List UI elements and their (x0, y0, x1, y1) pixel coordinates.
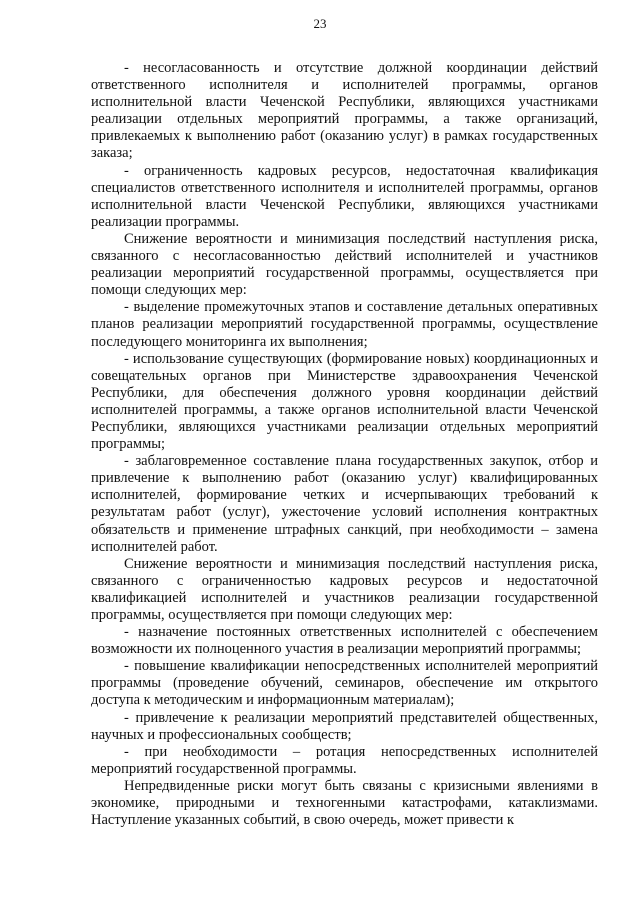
paragraph-8: - назначение постоянных ответственных исполнителей с обеспечением возможности их полноценного участия в реализации мероприятий программы; (91, 624, 598, 658)
paragraph-6: - заблаговременное составление плана государственных закупок, отбор и привлечение к выполнению работ (оказанию услуг) квалифицированных исполнителей, формирование четких и исчерпывающих требований к результатам работ (услуг), ужесточение условий исполнения контрактных обязательств и применение штрафных санкций, при необходимости – замена исполнителей работ. (91, 453, 598, 555)
paragraph-7: Снижение вероятности и минимизация последствий наступления риска, связанного с ограниченностью кадровых ресурсов и недостаточной квалификацией исполнителей и участников реализации государственной программы, осуществляется при помощи следующих мер: (91, 555, 598, 623)
page-number: 23 (313, 16, 327, 31)
paragraph-12: Непредвиденные риски могут быть связаны с кризисными явлениями в экономике, природными и техногенными катастрофами, катаклизмами. Наступление указанных событий, в свою очередь, может привести к (91, 777, 598, 829)
paragraph-10: - привлечение к реализации мероприятий представителей общественных, научных и профессиональных сообществ; (91, 709, 598, 743)
paragraph-9: - повышение квалификации непосредственных исполнителей мероприятий программы (проведение обучений, семинаров, обеспечение им открытого доступа к методическим и информационным материалам); (91, 658, 598, 709)
paragraph-4: - выделение промежуточных этапов и составление детальных оперативных планов реализации мероприятий государственной программы, осуществление последующего мониторинга их выполнения; (91, 299, 598, 350)
paragraph-1: - несогласованность и отсутствие должной координации действий ответственного исполнителя и исполнителей программы, органов исполнительной власти Чеченской Республики, являющихся участниками реализации отдельных мероприятий программы, а также организаций, привлекаемых к выполнению работ (оказанию услуг) в рамках государственных заказа; (91, 60, 598, 162)
paragraph-11: - при необходимости – ротация непосредственных исполнителей мероприятий государственной программы. (91, 743, 598, 777)
paragraph-3: Снижение вероятности и минимизация последствий наступления риска, связанного с несогласованностью действий исполнителей и участников реализации мероприятий государственной программы, осуществляется при помощи следующих мер: (91, 230, 598, 299)
document-body (91, 60, 598, 829)
paragraph-2: - ограниченность кадровых ресурсов, недостаточная квалификация специалистов ответственного исполнителя и исполнителей программы, органов исполнительной власти Чеченской Республики, являющихся участниками реализации программы. (91, 162, 598, 230)
paragraph-5: - использование существующих (формирование новых) координационных и совещательных органов при Министерстве здравоохранения Чеченской Республики, для обеспечения должного уровня координации действий исполнителей программы, а также органов исполнительной власти Чеченской Республики, являющихся участниками реализации отдельных мероприятий программы; (91, 350, 598, 453)
